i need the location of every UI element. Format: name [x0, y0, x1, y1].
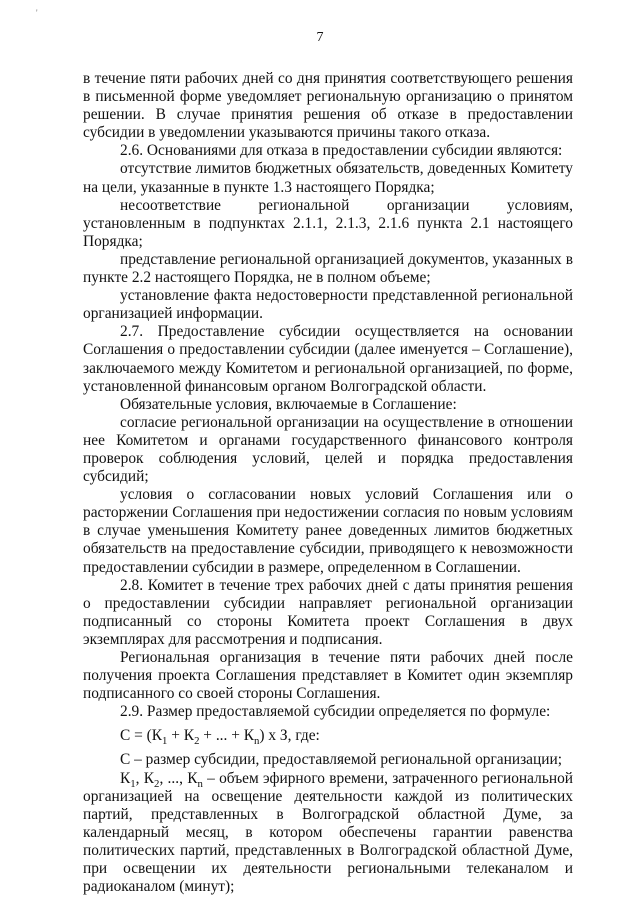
paragraph-2-6: 2.6. Основаниями для отказа в предоставлении субсидии являются: — [120, 142, 563, 160]
paragraph-2-9: 2.9. Размер предоставляемой субсидии определяется по формуле: — [120, 703, 551, 721]
paragraph-noncompliance: несоответствие региональной организации условиям, установленным в подпунктах 2.1.1, 2.1.3, 2.1.6 пункта 2.1 настоящего Порядка; — [83, 196, 573, 250]
paragraph-regional-org: Региональная организация в течение пяти рабочих дней после получения проекта Соглашения представляет в Комитет один экземпляр подписанного со своей стороны Соглашения. — [83, 649, 573, 703]
paragraph-consent: согласие региональной организации на осуществление в отношении нее Комитетом и органами государственного финансового контроля проверок соблюдения условий, целей и порядка предоставления субсидий; — [83, 413, 573, 486]
paragraph-2-8: 2.8. Комитет в течение трех рабочих дней с даты принятия решения о предоставлении субсидии направляет региональной организации подписанный со стороны Комитета проект Соглашения в двух экземплярах для рассмотрения и подписания. — [83, 576, 573, 648]
corner-mark: ' — [36, 8, 38, 18]
paragraph-new-conditions: условия о согласовании новых условий Соглашения или о расторжении Соглашения при недостижении согласия по новым условиям в случае уменьшения Комитету ранее доведенных лимитов бюджетных обязательств на предоставление субсидии, приводящего к невозможности предоставлении субсидии в размере, определенном в Соглашении. — [83, 486, 573, 576]
paragraph-2-7: 2.7. Предоставление субсидии осуществляется на основании Соглашения о предоставлении субсидии (далее именуется – Соглашение), заключаемого между Комитетом и региональной организацией, по форме, установленной финансовым органом Волгоградской области. — [83, 323, 573, 395]
paragraph-continuation: в течение пяти рабочих дней со дня принятия соответствующего решения в письменной форме уведомляет региональную организацию о принятом решении. В случае принятия решения об отказе в предоставлении субсидии в уведомлении указываются причины такого отказа. — [83, 70, 573, 142]
paragraph-false-info: установление факта недостоверности представленной региональной организацией информации. — [83, 287, 573, 323]
page-number: 7 — [316, 30, 324, 45]
paragraph-no-limits: отсутствие лимитов бюджетных обязательств, доведенных Комитету на цели, указанные в пункте 1.3 настоящего Порядка; — [83, 160, 573, 196]
definition-k: $К_1$, $К_2$, ..., $К_n$ – объем эфирного времени, затраченного региональной организацией на освещение деятельности каждой из политических партий, представленных в Волгоградской областной Думе, за календарный месяц, в котором обеспечены гарантии равенства политических партий, представленных в Волгоградской областной Думе, при освещении их деятельности региональными телеканалом и радиоканалом (минут); — [83, 769, 574, 896]
paragraph-incomplete-docs: представление региональной организацией документов, указанных в пункте 2.2 настоящего Порядка, не в полном объеме; — [83, 250, 573, 287]
definition-c: С – размер субсидии, предоставляемой региональной организации; — [120, 751, 562, 769]
subsidy-formula: $С = (К_1 + К_2$ + ... + $К_n$) x З, где: — [120, 727, 320, 748]
document-body — [83, 70, 573, 896]
paragraph-mandatory-conditions: Обязательные условия, включаемые в Соглашение: — [120, 395, 457, 413]
